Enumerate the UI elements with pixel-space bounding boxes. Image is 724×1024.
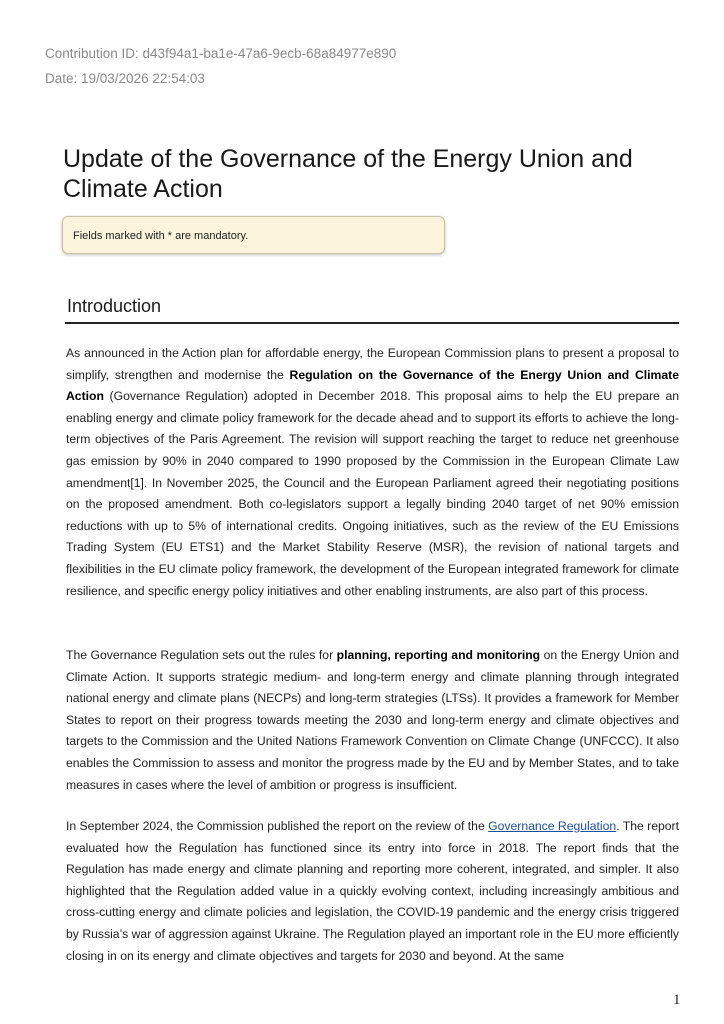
section-divider — [65, 322, 679, 324]
submission-date: Date: 19/03/2026 22:54:03 — [45, 71, 205, 86]
mandatory-fields-notice — [62, 216, 445, 254]
intro-paragraph-1 — [66, 343, 679, 602]
governance-regulation-link[interactable]: Governance Regulation — [488, 819, 617, 833]
bold-regulation-name: Regulation on the Governance of the Energy Union and Climate Action — [66, 367, 679, 404]
page-number: 1 — [673, 992, 681, 1008]
mandatory-fields-text: Fields marked with * are mandatory. — [73, 230, 249, 242]
paragraph-text: In September 2024, the Commission published the report on the review of the — [66, 819, 489, 833]
paragraph-text: The Governance Regulation sets out the rules for — [66, 648, 337, 662]
paragraph-text: on the Energy Union and Climate Action. It supports strategic medium- and long-term energy and climate planning through integrated national energy and climate plans (NECPs) and long-term strategies (LTSs). It provides a framework for Member States to report on their progress towards meeting the 2030 and long-term energy and climate objectives and targets to the Commission and the United Nations Framework Convention on Climate Change (UNFCCC). It also enables the Commission to assess and monitor the progress made by the EU and by Member States, and to take measures in cases where the level of ambition or progress is insufficient. — [66, 648, 679, 792]
paragraph-text: (Governance Regulation) adopted in December 2018. This proposal aims to help the EU prepare an enabling energy and climate policy framework for the decade ahead and to support its efforts to achieve the long-term objectives of the Paris Agreement. The revision will support reaching the target to reduce net greenhouse gas emission by 90% in 2040 compared to 1990 proposed by the Commission in the European Climate Law amendment[1]. In November 2025, the Council and the European Parliament agreed their negotiating positions on the proposed amendment. Both co-legislators support a legally binding 2040 target of net 90% emission reductions with up to 5% of international credits. Ongoing initiatives, such as the review of the EU Emissions Trading System (EU ETS1) and the Market Stability Reserve (MSR), the revision of national targets and flexibilities in the EU climate policy framework, the development of the European integrated framework for climate resilience, and specific energy policy initiatives and other enabling instruments, are also part of this process. — [66, 389, 679, 598]
contribution-id: Contribution ID: d43f94a1-ba1e-47a6-9ecb-68a84977e890 — [45, 46, 397, 61]
intro-paragraph-3 — [66, 816, 679, 967]
page-title: Update of the Governance of the Energy Union and Climate Action — [63, 145, 633, 203]
paragraph-text: As announced in the Action plan for affordable energy, the European Commission plans to present a proposal to simplify, strengthen and modernise the — [66, 346, 679, 382]
paragraph-text: . The report evaluated how the Regulation has functioned since its entry into force in 2018. The report finds that the Regulation has made energy and climate planning and reporting more coherent, integrated, and simpler. It also highlighted that the Regulation added value in a quickly evolving context, including increasingly ambitious and cross-cutting energy and climate policies and legislation, the COVID-19 pandemic and the energy crisis triggered by Russia’s war of aggression against Ukraine. The Regulation played an important role in the EU more efficiently closing in on its energy and climate objectives and targets for 2030 and beyond. At the same — [66, 819, 679, 963]
intro-paragraph-2 — [66, 645, 679, 796]
section-heading-introduction: Introduction — [67, 296, 162, 316]
bold-planning-reporting: planning, reporting and monitoring — [336, 648, 541, 662]
